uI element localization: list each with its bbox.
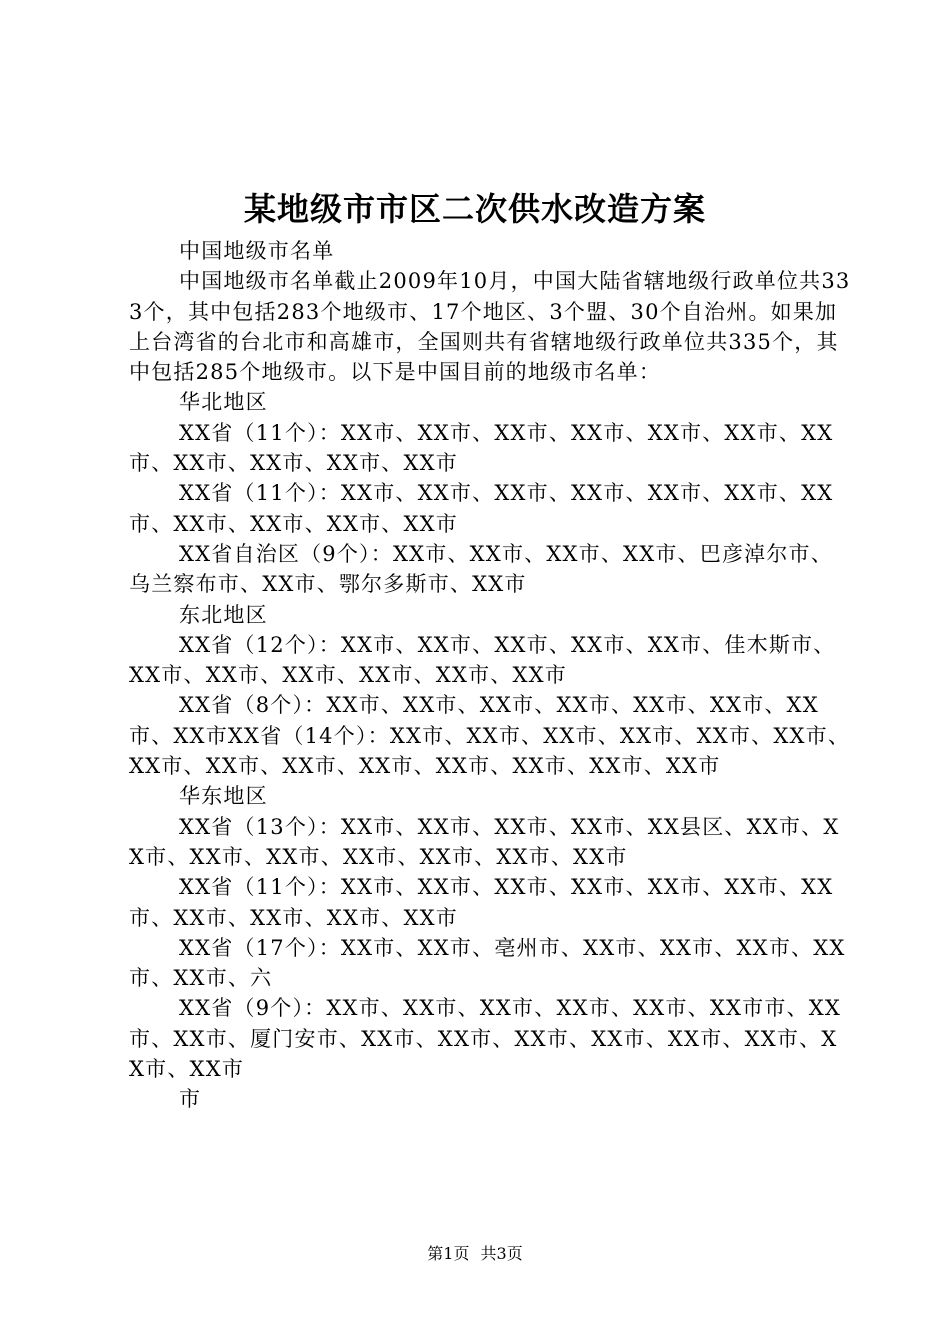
paragraph: XX省自治区（9个）：XX市、XX市、XX市、XX市、巴彦淖尔市、乌兰察布市、XX市、鄂尔多斯市、XX市 bbox=[129, 541, 833, 597]
document-title: 某地级市市区二次供水改造方案 bbox=[243, 190, 706, 228]
page-footer bbox=[0, 1243, 950, 1265]
page-total: 共3页 bbox=[480, 1244, 523, 1263]
document-body bbox=[129, 236, 851, 1115]
paragraph: XX省（11个）：XX市、XX市、XX市、XX市、XX市、XX市、XX市、XX市、XX市、XX市、XX市 bbox=[129, 875, 834, 930]
section-heading: 东北地区 bbox=[179, 602, 268, 627]
paragraph: 中国地级市名单截止2009年10月，中国大陆省辖地级行政单位共333个，其中包括283个地级市、17个地区、3个盟、30个自治州。如果加上台湾省的台北市和高雄市，全国则共有省辖地级行政单位共335个，其中包括285个地级市。以下是中国目前的地级市名单： bbox=[129, 269, 851, 385]
paragraph: 市 bbox=[179, 1087, 202, 1112]
paragraph: XX省（11个）：XX市、XX市、XX市、XX市、XX市、XX市、XX市、XX市、XX市、XX市、XX市 bbox=[129, 481, 834, 536]
paragraph: XX省（8个）：XX市、XX市、XX市、XX市、XX市、XX市、XX市、XX市XX省（14个）：XX市、XX市、XX市、XX市、XX市、XX市、XX市、XX市、XX市、XX市、XX市、XX市、XX市、XX市 bbox=[129, 693, 851, 779]
section-heading: 华北地区 bbox=[179, 390, 268, 415]
paragraph: XX省（17个）：XX市、XX市、亳州市、XX市、XX市、XX市、XX市、XX市、六 bbox=[129, 935, 846, 991]
paragraph: XX省（11个）：XX市、XX市、XX市、XX市、XX市、XX市、XX市、XX市、XX市、XX市、XX市 bbox=[129, 420, 834, 476]
page-number: 第1页 bbox=[427, 1244, 470, 1263]
paragraph: 中国地级市名单 bbox=[179, 239, 335, 263]
paragraph: XX省（13个）：XX市、XX市、XX市、XX市、XX县区、XX市、XX市、XX市、XX市、XX市、XX市、XX市、XX市 bbox=[129, 814, 840, 869]
section-heading: 华东地区 bbox=[179, 784, 268, 809]
paragraph: XX省（12个）：XX市、XX市、XX市、XX市、XX市、佳木斯市、XX市、XX市、XX市、XX市、XX市、XX市 bbox=[129, 632, 836, 688]
paragraph: XX省（9个）：XX市、XX市、XX市、XX市、XX市、XX市市、XX市、XX市、厦门安市、XX市、XX市、XX市、XX市、XX市、XX市、XX市、XX市 bbox=[129, 996, 842, 1082]
